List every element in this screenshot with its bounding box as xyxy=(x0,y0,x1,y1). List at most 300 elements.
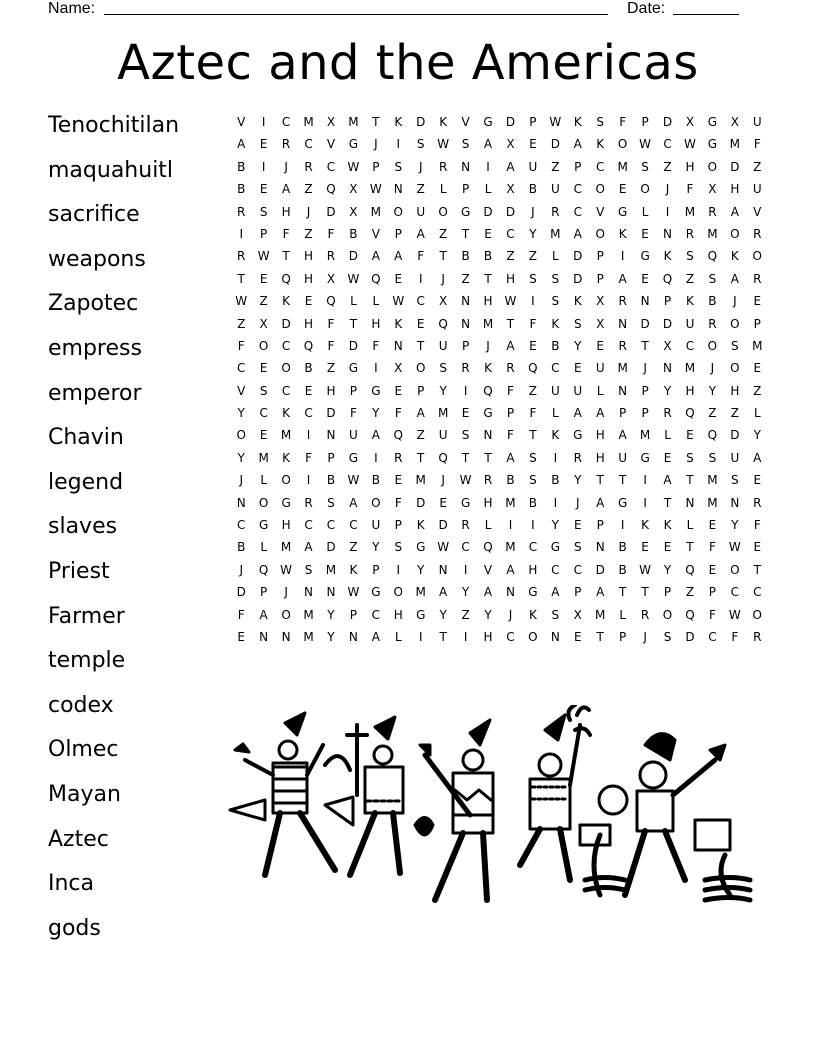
grid-letter: V xyxy=(596,204,605,219)
grid-row xyxy=(230,133,769,155)
grid-letter: F xyxy=(417,249,425,264)
grid-letter: J xyxy=(374,137,378,152)
grid-letter: E xyxy=(394,383,403,398)
grid-letter: N xyxy=(461,159,471,174)
grid-letter: P xyxy=(461,182,470,197)
grid-row xyxy=(230,313,769,335)
grid-letter: M xyxy=(370,204,382,219)
grid-letter: N xyxy=(461,316,471,331)
grid-letter: A xyxy=(663,473,672,488)
grid-letter: J xyxy=(284,159,288,174)
grid-letter: K xyxy=(596,137,605,152)
word-list-item: Chavin xyxy=(48,425,124,451)
grid-letter: J xyxy=(576,495,580,510)
grid-letter: O xyxy=(730,562,740,577)
grid-letter: A xyxy=(349,495,358,510)
grid-letter: C xyxy=(506,226,515,241)
grid-letter: Z xyxy=(349,540,358,555)
grid-letter: Q xyxy=(685,562,695,577)
grid-letter: E xyxy=(573,518,582,533)
grid-letter: D xyxy=(595,562,605,577)
grid-letter: T xyxy=(484,450,492,465)
grid-letter: M xyxy=(595,607,606,622)
word-list-item: Tenochitilan xyxy=(48,113,180,138)
grid-letter: Z xyxy=(663,159,672,174)
grid-letter: V xyxy=(461,115,470,129)
grid-row xyxy=(230,514,769,536)
grid-letter: F xyxy=(731,629,739,644)
grid-letter: U xyxy=(550,182,560,197)
grid-letter: J xyxy=(486,338,490,353)
grid-row xyxy=(230,290,769,312)
grid-letter: U xyxy=(438,428,448,443)
grid-letter: Z xyxy=(528,383,538,398)
grid-letter: C xyxy=(259,406,268,421)
grid-letter: A xyxy=(439,585,448,600)
grid-letter: A xyxy=(596,495,605,510)
grid-letter: Y xyxy=(439,607,447,622)
warrior-figure xyxy=(325,717,433,875)
grid-letter: E xyxy=(708,562,717,577)
grid-letter: B xyxy=(528,182,538,197)
grid-letter: B xyxy=(349,226,358,241)
grid-letter: M xyxy=(684,361,696,376)
grid-letter: O xyxy=(595,182,605,197)
grid-letter: T xyxy=(529,428,537,443)
grid-letter: Q xyxy=(707,428,718,443)
grid-letter: R xyxy=(281,137,291,152)
grid-letter: Q xyxy=(326,294,336,309)
grid-letter: C xyxy=(573,204,582,219)
grid-letter: C xyxy=(304,137,313,152)
grid-letter: N xyxy=(236,495,246,510)
grid-letter: R xyxy=(573,450,582,465)
grid-letter: D xyxy=(505,115,516,129)
grid-letter: U xyxy=(416,204,426,219)
grid-letter: Y xyxy=(372,540,380,555)
grid-letter: A xyxy=(483,585,493,600)
grid-letter: N xyxy=(393,182,403,197)
grid-letter: M xyxy=(482,316,494,331)
grid-letter: L xyxy=(484,518,492,533)
grid-letter: A xyxy=(304,540,313,555)
name-label: Name: xyxy=(48,0,96,17)
grid-letter: D xyxy=(550,137,560,152)
grid-letter: A xyxy=(371,629,380,644)
grid-letter: Q xyxy=(707,249,718,264)
grid-letter: U xyxy=(595,361,605,376)
grid-row xyxy=(230,604,769,626)
grid-letter: J xyxy=(643,629,647,644)
grid-letter: C xyxy=(281,338,291,353)
grid-letter: R xyxy=(551,204,560,219)
grid-letter: Y xyxy=(551,518,560,533)
grid-letter: R xyxy=(304,159,313,174)
grid-letter: K xyxy=(416,518,425,533)
grid-letter: Q xyxy=(303,338,314,353)
grid-letter: D xyxy=(662,316,673,331)
grid-letter: G xyxy=(348,450,359,465)
grid-letter: T xyxy=(439,249,447,264)
grid-letter: P xyxy=(574,585,582,600)
grid-letter: D xyxy=(416,115,426,129)
grid-letter: O xyxy=(730,361,740,376)
grid-letter: P xyxy=(417,383,425,398)
grid-letter: A xyxy=(237,137,246,152)
grid-letter: T xyxy=(417,338,425,353)
grid-letter: A xyxy=(596,406,605,421)
grid-letter: B xyxy=(461,249,470,264)
grid-letter: G xyxy=(483,406,493,421)
grid-letter: H xyxy=(595,450,605,465)
grid-letter: C xyxy=(573,182,582,197)
grid-letter: D xyxy=(662,115,673,129)
grid-letter: I xyxy=(553,450,558,465)
date-field-line[interactable] xyxy=(673,14,739,15)
grid-letter: Q xyxy=(326,182,336,197)
grid-letter: X xyxy=(730,115,739,129)
grid-letter: P xyxy=(372,562,380,577)
grid-letter: P xyxy=(641,115,649,129)
grid-letter: Z xyxy=(753,383,762,398)
grid-row xyxy=(230,380,769,402)
grid-letter: M xyxy=(258,450,269,465)
grid-letter: H xyxy=(304,249,314,264)
grid-letter: D xyxy=(483,204,493,219)
grid-letter: T xyxy=(282,249,290,264)
grid-letter: I xyxy=(239,226,243,241)
grid-letter: K xyxy=(686,294,694,309)
grid-letter: J xyxy=(733,294,737,309)
grid-letter: E xyxy=(259,271,268,286)
grid-letter: I xyxy=(486,159,490,174)
word-list-item: legend xyxy=(48,469,124,495)
grid-letter: H xyxy=(685,159,695,174)
word-list-item: emperor xyxy=(48,380,142,406)
grid-letter: V xyxy=(237,115,246,129)
grid-letter: A xyxy=(506,450,515,465)
grid-letter: R xyxy=(753,271,762,286)
grid-letter: U xyxy=(573,383,583,398)
grid-letter: D xyxy=(348,249,359,264)
grid-letter: X xyxy=(573,607,582,622)
grid-letter: N xyxy=(618,383,628,398)
grid-letter: P xyxy=(260,585,268,600)
grid-letter: P xyxy=(349,383,358,398)
grid-letter: E xyxy=(394,271,403,286)
grid-letter: N xyxy=(730,495,740,510)
grid-letter: P xyxy=(372,159,380,174)
grid-letter: C xyxy=(281,115,291,129)
grid-letter: C xyxy=(237,361,246,376)
grid-letter: F xyxy=(507,428,514,443)
grid-letter: F xyxy=(327,316,335,331)
grid-letter: H xyxy=(483,629,493,644)
grid-letter: Y xyxy=(237,450,245,465)
grid-letter: X xyxy=(326,115,336,129)
grid-letter: K xyxy=(618,226,627,241)
grid-letter: E xyxy=(641,271,649,286)
grid-letter: D xyxy=(326,204,336,219)
grid-letter: O xyxy=(258,495,269,510)
grid-letter: K xyxy=(282,406,291,421)
grid-letter: E xyxy=(753,361,762,376)
grid-letter: E xyxy=(596,338,605,353)
grid-letter: W xyxy=(549,115,562,129)
grid-letter: J xyxy=(284,585,288,600)
word-list-item: Olmec xyxy=(48,737,119,763)
grid-letter: P xyxy=(327,450,335,465)
grid-letter: F xyxy=(529,316,537,331)
grid-letter: X xyxy=(394,361,403,376)
grid-letter: N xyxy=(461,294,471,309)
grid-letter: O xyxy=(281,607,291,622)
grid-letter: U xyxy=(438,338,448,353)
word-list xyxy=(48,111,218,958)
grid-letter: K xyxy=(394,115,403,129)
grid-letter: E xyxy=(259,137,268,152)
grid-letter: Y xyxy=(731,518,739,533)
grid-letter: I xyxy=(531,294,535,309)
grid-letter: R xyxy=(618,338,627,353)
grid-letter: M xyxy=(617,361,628,376)
grid-letter: U xyxy=(685,316,695,331)
grid-letter: R xyxy=(640,607,650,622)
grid-letter: T xyxy=(686,540,694,555)
grid-letter: W xyxy=(728,540,741,555)
grid-letter: A xyxy=(394,249,403,264)
grid-letter: T xyxy=(439,629,447,644)
grid-letter: D xyxy=(326,406,336,421)
grid-letter: A xyxy=(371,428,380,443)
grid-letter: T xyxy=(641,585,649,600)
grid-letter: F xyxy=(237,338,245,353)
grid-letter: E xyxy=(618,182,627,197)
grid-letter: O xyxy=(730,226,740,241)
grid-letter: Q xyxy=(685,607,695,622)
grid-letter: K xyxy=(394,316,403,331)
grid-letter: L xyxy=(484,182,492,197)
grid-letter: C xyxy=(573,562,582,577)
grid-letter: N xyxy=(483,428,493,443)
grid-letter: L xyxy=(552,249,559,264)
grid-letter: P xyxy=(708,585,717,600)
grid-letter: H xyxy=(281,518,291,533)
grid-letter: P xyxy=(619,629,627,644)
grid-letter: Z xyxy=(730,406,739,421)
grid-letter: B xyxy=(483,249,493,264)
grid-letter: C xyxy=(304,406,313,421)
grid-letter: B xyxy=(618,562,627,577)
grid-letter: I xyxy=(643,495,647,510)
grid-letter: I xyxy=(531,518,535,533)
grid-letter: C xyxy=(304,518,313,533)
word-list-item: Zapotec xyxy=(48,291,139,317)
grid-letter: V xyxy=(753,204,762,219)
grid-letter: S xyxy=(394,540,403,555)
grid-letter: N xyxy=(595,540,605,555)
grid-letter: P xyxy=(461,338,470,353)
grid-letter: S xyxy=(304,562,313,577)
grid-letter: Y xyxy=(574,338,582,353)
grid-letter: R xyxy=(461,518,470,533)
grid-letter: G xyxy=(618,204,628,219)
grid-letter: C xyxy=(708,629,717,644)
grid-letter: D xyxy=(326,540,336,555)
grid-letter: M xyxy=(639,428,651,443)
warrior-figure xyxy=(420,720,493,900)
grid-letter: H xyxy=(281,204,291,219)
grid-letter: N xyxy=(438,562,448,577)
grid-letter: G xyxy=(707,137,718,152)
grid-letter: P xyxy=(260,226,268,241)
grid-letter: S xyxy=(416,137,425,152)
grid-letter: H xyxy=(483,495,493,510)
grid-letter: W xyxy=(459,473,472,488)
grid-letter: U xyxy=(752,182,762,197)
grid-letter: J xyxy=(441,271,445,286)
grid-letter: S xyxy=(461,428,470,443)
word-list-item: Inca xyxy=(48,871,95,897)
grid-letter: T xyxy=(372,115,380,129)
grid-letter: Z xyxy=(685,271,695,286)
grid-letter: T xyxy=(484,271,492,286)
grid-letter: I xyxy=(374,450,378,465)
grid-letter: K xyxy=(349,562,358,577)
grid-letter: B xyxy=(708,294,717,309)
grid-row xyxy=(230,245,769,267)
grid-letter: H xyxy=(730,383,740,398)
grid-letter: Y xyxy=(327,629,335,644)
grid-row xyxy=(230,536,769,558)
grid-row xyxy=(230,111,769,133)
grid-letter: C xyxy=(281,383,291,398)
grid-letter: S xyxy=(596,115,605,129)
grid-letter: L xyxy=(753,406,761,421)
grid-letter: H xyxy=(595,428,605,443)
grid-letter: M xyxy=(505,495,516,510)
grid-letter: M xyxy=(280,540,292,555)
grid-letter: E xyxy=(686,428,694,443)
grid-letter: G xyxy=(416,540,426,555)
grid-letter: O xyxy=(707,159,718,174)
grid-letter: F xyxy=(394,495,402,510)
word-list-item: slaves xyxy=(48,514,118,540)
grid-letter: Y xyxy=(372,406,380,421)
grid-letter: O xyxy=(595,226,605,241)
grid-letter: X xyxy=(349,204,358,219)
grid-letter: M xyxy=(303,629,314,644)
grid-letter: I xyxy=(396,137,401,152)
grid-letter: R xyxy=(394,450,403,465)
grid-letter: Z xyxy=(416,182,425,197)
word-list-item: Mayan xyxy=(48,781,121,807)
grid-letter: D xyxy=(730,428,740,443)
grid-letter: G xyxy=(348,361,359,376)
grid-letter: P xyxy=(596,518,604,533)
grid-row xyxy=(230,626,769,648)
grid-letter: S xyxy=(686,249,694,264)
grid-letter: X xyxy=(506,137,515,152)
grid-letter: G xyxy=(550,540,560,555)
grid-letter: S xyxy=(663,629,672,644)
grid-letter: B xyxy=(618,540,627,555)
grid-letter: E xyxy=(641,540,649,555)
grid-letter: R xyxy=(326,249,336,264)
grid-letter: F xyxy=(327,226,335,241)
grid-letter: E xyxy=(753,473,762,488)
grid-letter: V xyxy=(326,137,336,152)
grid-letter: Q xyxy=(483,383,493,398)
grid-letter: O xyxy=(528,629,538,644)
grid-letter: W xyxy=(347,585,360,600)
grid-letter: A xyxy=(416,226,425,241)
grid-letter: Y xyxy=(753,428,761,443)
grid-letter: H xyxy=(730,182,740,197)
name-field-line[interactable] xyxy=(104,14,608,15)
grid-letter: K xyxy=(551,316,560,331)
grid-letter: C xyxy=(371,607,381,622)
grid-letter: Z xyxy=(461,271,470,286)
grid-letter: W xyxy=(257,249,270,264)
grid-letter: M xyxy=(437,406,449,421)
grid-letter: M xyxy=(550,226,561,241)
grid-row xyxy=(230,447,769,469)
grid-letter: Z xyxy=(237,316,246,331)
grid-letter: W xyxy=(235,294,248,309)
grid-letter: S xyxy=(529,473,537,488)
grid-letter: G xyxy=(640,450,650,465)
grid-row xyxy=(230,357,769,379)
grid-letter: E xyxy=(461,406,470,421)
grid-letter: H xyxy=(371,316,381,331)
grid-letter: D xyxy=(281,316,291,331)
grid-letter: I xyxy=(261,115,266,129)
grid-letter: I xyxy=(396,562,401,577)
grid-letter: W xyxy=(684,137,696,152)
word-list-item: Farmer xyxy=(48,603,125,629)
grid-letter: Q xyxy=(528,361,538,376)
grid-letter: H xyxy=(393,607,403,622)
grid-letter: A xyxy=(416,406,425,421)
grid-letter: I xyxy=(463,383,468,398)
grid-letter: Z xyxy=(259,294,268,309)
grid-letter: S xyxy=(529,271,537,286)
grid-letter: D xyxy=(348,338,359,353)
grid-letter: O xyxy=(393,585,403,600)
grid-letter: C xyxy=(349,518,358,533)
grid-letter: G xyxy=(259,518,269,533)
grid-letter: T xyxy=(663,495,672,510)
grid-letter: E xyxy=(259,182,268,197)
grid-letter: N xyxy=(640,294,650,309)
grid-row xyxy=(230,201,769,223)
grid-letter: M xyxy=(280,428,292,443)
grid-letter: W xyxy=(639,562,652,577)
grid-letter: G xyxy=(460,204,471,219)
grid-letter: E xyxy=(573,361,582,376)
grid-letter: X xyxy=(326,271,336,286)
grid-letter: O xyxy=(281,473,291,488)
grid-letter: S xyxy=(529,450,537,465)
grid-letter: T xyxy=(618,473,627,488)
grid-letter: M xyxy=(684,204,696,219)
grid-letter: Y xyxy=(574,473,582,488)
grid-letter: V xyxy=(237,383,246,398)
grid-letter: R xyxy=(461,361,470,376)
grid-letter: K xyxy=(551,428,560,443)
grid-letter: F xyxy=(753,137,761,152)
